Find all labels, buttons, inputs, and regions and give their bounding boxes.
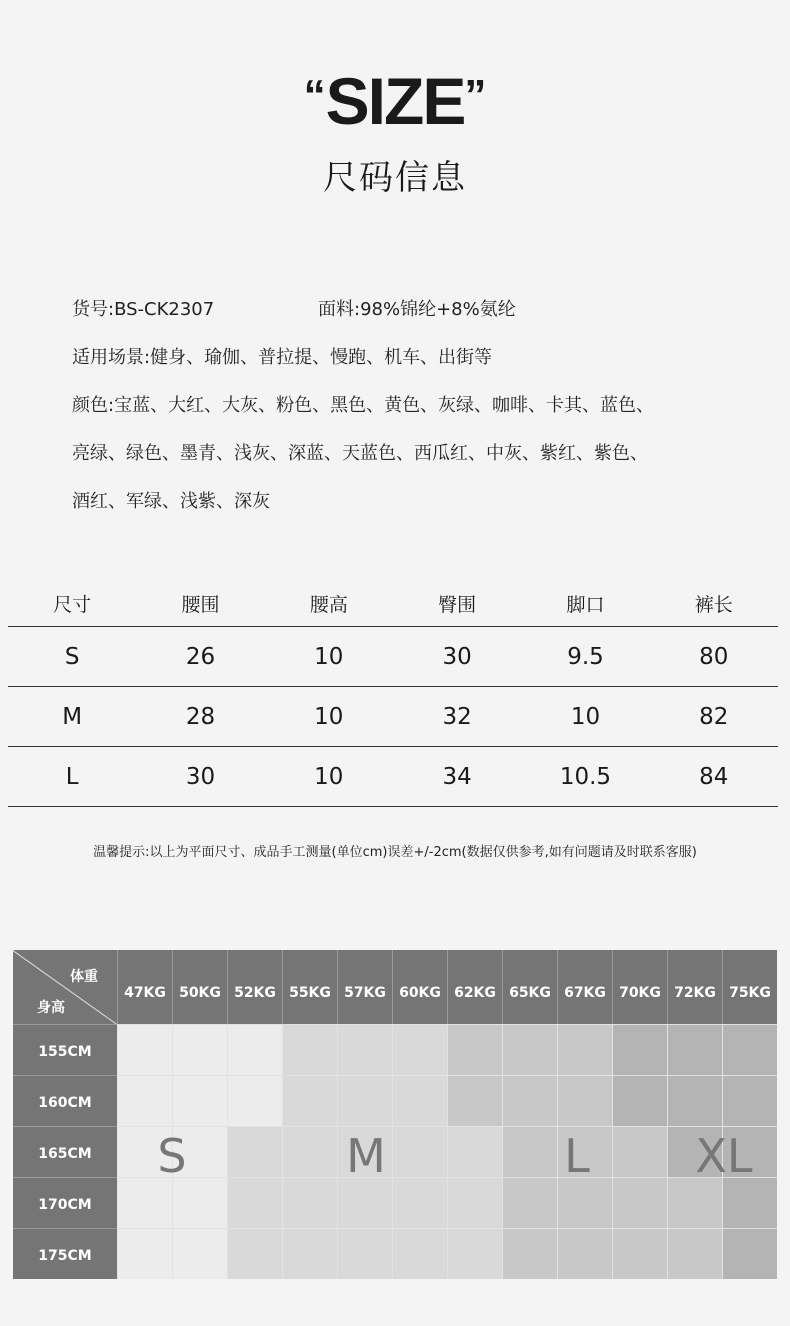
- size-zone-label: L: [564, 1129, 590, 1183]
- fit-cell: [227, 1075, 282, 1126]
- close-quote: ”: [464, 71, 487, 120]
- size-table-cell: 84: [699, 764, 729, 790]
- fit-cell: [667, 1024, 722, 1075]
- fit-cell: [667, 1075, 722, 1126]
- weight-header: 52KG: [227, 950, 282, 1024]
- size-table-cell: 10: [570, 704, 601, 730]
- fit-cell: [667, 1228, 722, 1279]
- fit-cell: [392, 1228, 447, 1279]
- size-zone-label: M: [346, 1129, 386, 1183]
- fit-cell: [282, 1228, 337, 1279]
- colors-line-1: 颜色:宝蓝、大红、大灰、粉色、黑色、黄色、灰绿、咖啡、卡其、蓝色、: [72, 395, 655, 416]
- size-table-cell: 10: [314, 644, 344, 670]
- size-table-cell: 30: [185, 764, 216, 790]
- size-table-cell: 26: [185, 644, 216, 670]
- info-line-1: [72, 294, 752, 342]
- size-table-cell: 34: [442, 764, 472, 790]
- fit-cell: [117, 1228, 172, 1279]
- fit-cell: [337, 1228, 392, 1279]
- fit-cell: [172, 1228, 227, 1279]
- open-quote: “: [303, 71, 326, 120]
- fit-cell: [722, 1228, 777, 1279]
- weight-header: 47KG: [117, 950, 172, 1024]
- weight-header: 67KG: [557, 950, 612, 1024]
- fit-cell: [612, 1075, 667, 1126]
- weight-header: 75KG: [722, 950, 777, 1024]
- fabric: 面料:98%锦纶+8%氨纶: [318, 299, 516, 320]
- fit-cell: [722, 1024, 777, 1075]
- size-table: [8, 584, 778, 807]
- colors-line-2: 亮绿、绿色、墨青、浅灰、深蓝、天蓝色、西瓜红、中灰、紫红、紫色、: [72, 443, 648, 464]
- weight-axis-label: 体重: [70, 969, 98, 985]
- fit-cell: [447, 1126, 502, 1177]
- page-subtitle: 尺码信息: [323, 158, 467, 198]
- size-table-header-cell: 腰高: [309, 594, 348, 616]
- size-zone-label: XL: [695, 1129, 753, 1183]
- size-table-cell: 10.5: [559, 764, 612, 790]
- fit-cell: [447, 1228, 502, 1279]
- fit-cell: [337, 1024, 392, 1075]
- size-table-cell: 32: [442, 704, 472, 730]
- fit-cell: [557, 1024, 612, 1075]
- fit-cell: [612, 1228, 667, 1279]
- fit-cell: [612, 1024, 667, 1075]
- fit-cell: [392, 1075, 447, 1126]
- product-info: [72, 294, 752, 534]
- fit-cell: [502, 1075, 557, 1126]
- size-table-header-cell: 脚口: [566, 594, 605, 616]
- fit-cell: [117, 1024, 172, 1075]
- weight-header: 72KG: [667, 950, 722, 1024]
- size-table-row: [8, 687, 778, 747]
- fit-cell: [447, 1024, 502, 1075]
- size-table-cell: M: [62, 704, 83, 730]
- fit-cell: [337, 1075, 392, 1126]
- weight-header: 50KG: [172, 950, 227, 1024]
- size-table-header-cell: 腰围: [181, 594, 220, 616]
- size-table-header-cell: 尺寸: [53, 594, 92, 616]
- fit-cell: [282, 1024, 337, 1075]
- measurement-note: 温馨提示:以上为平面尺寸、成品手工测量(单位cm)误差+/-2cm(数据仅供参考,如有问题请及时联系客服): [93, 845, 697, 860]
- fit-cell: [557, 1075, 612, 1126]
- size-zone-label: S: [157, 1129, 187, 1183]
- fit-cell: [502, 1024, 557, 1075]
- fit-cell: [447, 1075, 502, 1126]
- fit-cell: [117, 1075, 172, 1126]
- size-table-header-cell: 臀围: [438, 594, 477, 616]
- size-table-cell: 9.5: [567, 644, 604, 670]
- page-title: [0, 58, 790, 139]
- fit-cell: [557, 1228, 612, 1279]
- title-text: SIZE: [325, 64, 465, 138]
- scenes: 适用场景:健身、瑜伽、普拉提、慢跑、机车、出街等: [72, 347, 493, 368]
- fit-cell: [227, 1228, 282, 1279]
- height-header: 170CM: [13, 1177, 117, 1228]
- fit-cell: [392, 1024, 447, 1075]
- size-table-cell: 80: [699, 644, 729, 670]
- weight-header: 62KG: [447, 950, 502, 1024]
- fit-cell: [722, 1075, 777, 1126]
- size-table-cell: 10: [314, 764, 344, 790]
- fit-cell: [502, 1228, 557, 1279]
- size-table-cell: 28: [185, 704, 216, 730]
- size-table-row: [8, 627, 778, 687]
- fit-cell: [227, 1177, 282, 1228]
- fit-cell: [282, 1075, 337, 1126]
- height-axis-label: 身高: [37, 1000, 65, 1016]
- fit-chart: [13, 950, 778, 1280]
- size-table-cell: S: [64, 644, 80, 670]
- fit-cell: [172, 1024, 227, 1075]
- size-table-cell: 10: [314, 704, 344, 730]
- size-table-cell: 82: [699, 704, 729, 730]
- item-number: 货号:BS-CK2307: [72, 299, 215, 320]
- fit-cell: [172, 1075, 227, 1126]
- size-table-cell: L: [65, 764, 79, 790]
- size-table-row: [8, 747, 778, 807]
- height-header: 175CM: [13, 1228, 117, 1279]
- fit-cell: [227, 1024, 282, 1075]
- weight-header: 55KG: [282, 950, 337, 1024]
- colors-line-3: 酒红、军绿、浅紫、深灰: [72, 491, 270, 512]
- size-table-header-cell: 裤长: [694, 594, 733, 616]
- weight-header: 70KG: [612, 950, 667, 1024]
- weight-header: 65KG: [502, 950, 557, 1024]
- size-table-cell: 30: [442, 644, 472, 670]
- size-table-header: [8, 584, 778, 627]
- height-header: 160CM: [13, 1075, 117, 1126]
- weight-header: 60KG: [392, 950, 447, 1024]
- height-header: 165CM: [13, 1126, 117, 1177]
- weight-header: 57KG: [337, 950, 392, 1024]
- fit-cell: [227, 1126, 282, 1177]
- fit-chart-corner: [13, 950, 117, 1024]
- fit-cell: [447, 1177, 502, 1228]
- height-header: 155CM: [13, 1024, 117, 1075]
